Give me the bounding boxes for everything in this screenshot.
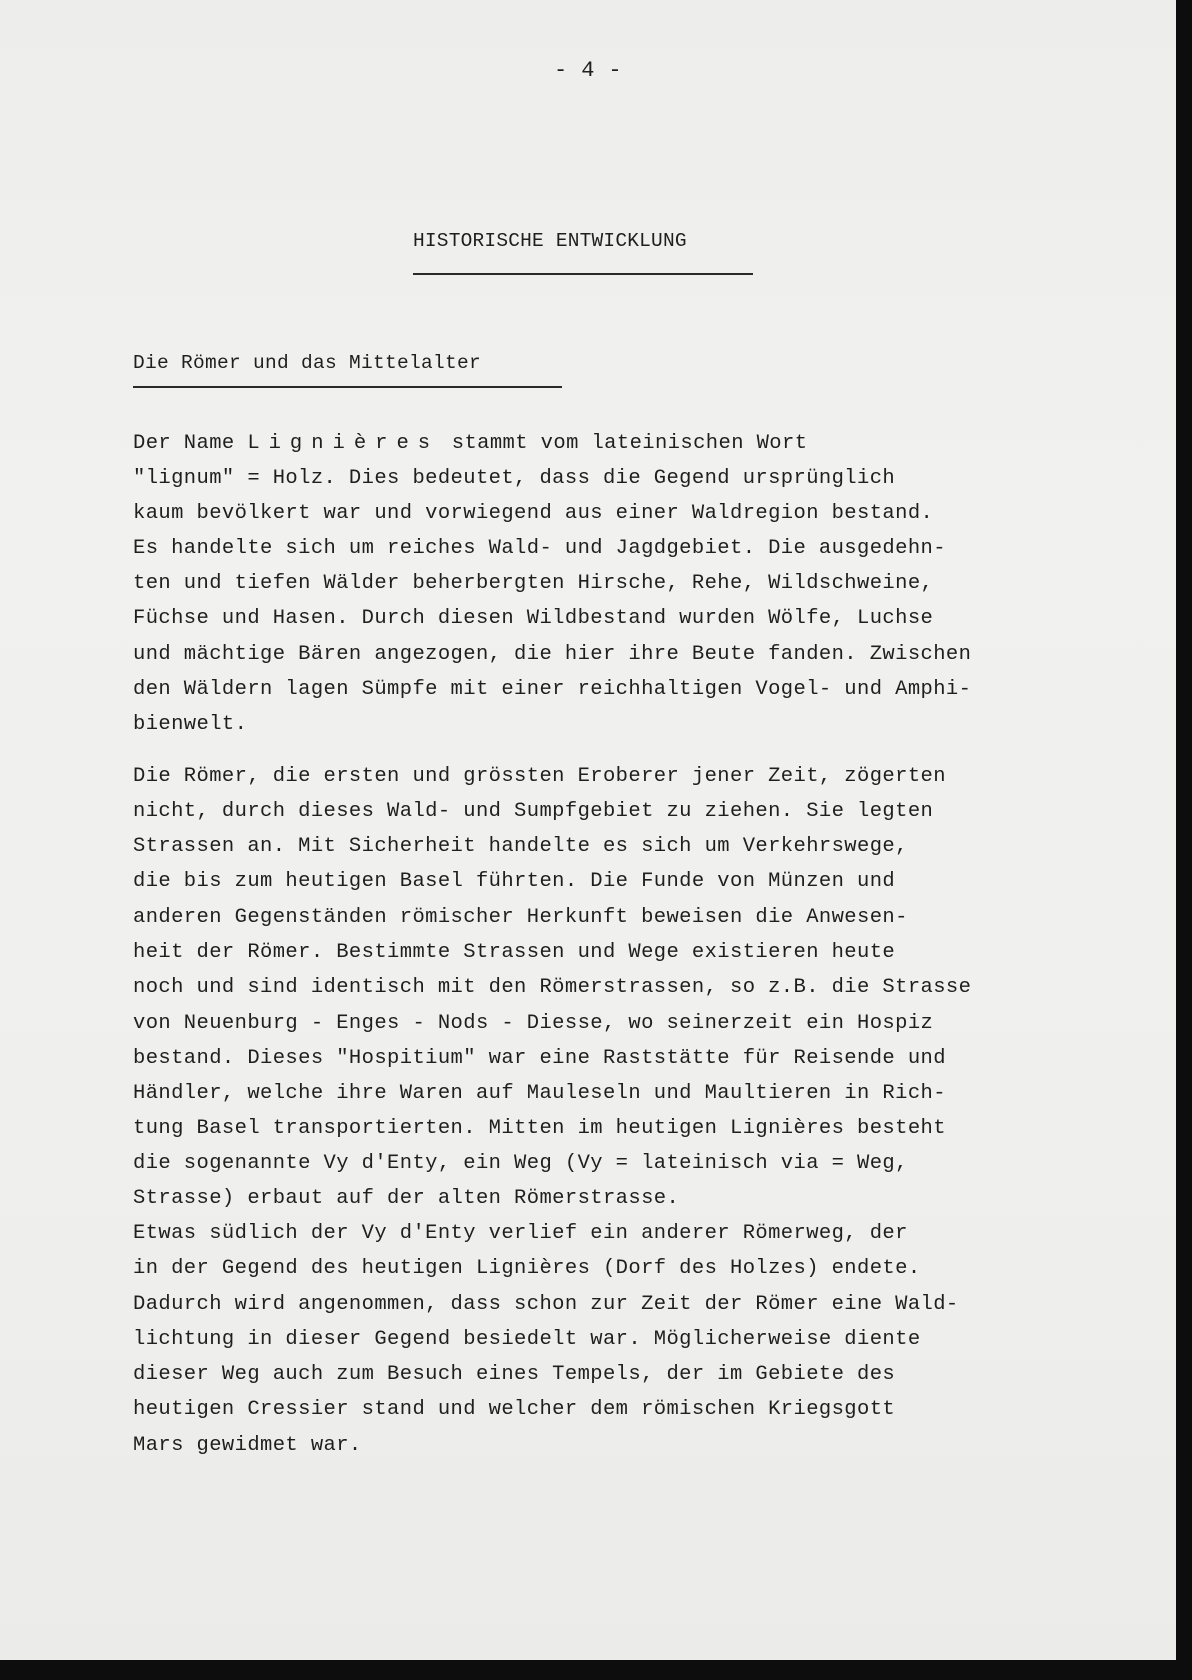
paragraph1-first-line-end: stammt vom lateinischen Wort (439, 432, 808, 455)
paragraph2-line: die sogenannte Vy d'Enty, ein Weg (Vy = lateinisch via = Weg, (133, 1152, 908, 1175)
main-title-underline (413, 273, 753, 275)
paragraph2-line: lichtung in dieser Gegend besiedelt war. Möglicherweise diente (133, 1328, 921, 1351)
paragraph2-line: Dadurch wird angenommen, dass schon zur Zeit der Römer eine Wald- (133, 1293, 959, 1316)
paragraph1-line: "lignum" = Holz. Dies bedeutet, dass die Gegend ursprünglich (133, 467, 896, 490)
scan-border-bottom (0, 1660, 1192, 1680)
scan-border-right (1176, 0, 1192, 1680)
section-title-underline (133, 386, 562, 388)
paragraph1-line: und mächtige Bären angezogen, die hier ihre Beute fanden. Zwischen (133, 643, 972, 666)
paragraph2-line: Strassen an. Mit Sicherheit handelte es sich um Verkehrswege, (133, 835, 908, 858)
paragraph2-line: tung Basel transportierten. Mitten im heutigen Lignières besteht (133, 1117, 946, 1140)
paragraph2-line: von Neuenburg - Enges - Nods - Diesse, wo seinerzeit ein Hospiz (133, 1012, 934, 1035)
paragraph2-line: Mars gewidmet war. (133, 1434, 362, 1457)
paragraph2-line: anderen Gegenständen römischer Herkunft beweisen die Anwesen- (133, 906, 908, 929)
paragraph2-line: in der Gegend des heutigen Lignières (Dorf des Holzes) endete. (133, 1257, 921, 1280)
paragraph2-line: Etwas südlich der Vy d'Enty verlief ein anderer Römerweg, der (133, 1222, 908, 1245)
paragraph1-first-line-start: Der Name (133, 432, 248, 455)
paragraph2-line: heutigen Cressier stand und welcher dem römischen Kriegsgott (133, 1398, 896, 1421)
paragraph2-line: nicht, durch dieses Wald- und Sumpfgebiet zu ziehen. Sie legten (133, 800, 934, 823)
paragraph2-line: Die Römer, die ersten und grössten Eroberer jener Zeit, zögerten (133, 765, 946, 788)
paragraph1-first-line (133, 432, 807, 455)
paragraph2-line: Händler, welche ihre Waren auf Mauleseln und Maultieren in Rich- (133, 1082, 946, 1105)
paragraph2-line: Strasse) erbaut auf der alten Römerstrasse. (133, 1187, 680, 1210)
paragraph2-line: die bis zum heutigen Basel führten. Die Funde von Münzen und (133, 870, 896, 893)
paragraph2-line: bestand. Dieses "Hospitium" war eine Raststätte für Reisende und (133, 1047, 946, 1070)
paragraph2-line: dieser Weg auch zum Besuch eines Tempels, der im Gebiete des (133, 1363, 896, 1386)
place-name-spaced: Lignières (247, 432, 440, 455)
paragraph1-line: Füchse und Hasen. Durch diesen Wildbestand wurden Wölfe, Luchse (133, 607, 934, 630)
section-title: Die Römer und das Mittelalter (133, 352, 482, 374)
paragraph1-line: Es handelte sich um reiches Wald- und Jagdgebiet. Die ausgedehn- (133, 537, 946, 560)
paragraph2-line: heit der Römer. Bestimmte Strassen und Wege existieren heute (133, 941, 896, 964)
paragraph1-line: den Wäldern lagen Sümpfe mit einer reichhaltigen Vogel- und Amphi- (133, 678, 972, 701)
paragraph1-line: ten und tiefen Wälder beherbergten Hirsche, Rehe, Wildschweine, (133, 572, 934, 595)
paragraph2-line: noch und sind identisch mit den Römerstrassen, so z.B. die Strasse (133, 976, 972, 999)
main-title: HISTORISCHE ENTWICKLUNG (413, 230, 687, 252)
paragraph1-line: bienwelt. (133, 713, 248, 736)
page-number: - 4 - (553, 58, 622, 83)
paragraph1-line: kaum bevölkert war und vorwiegend aus einer Waldregion bestand. (133, 502, 934, 525)
